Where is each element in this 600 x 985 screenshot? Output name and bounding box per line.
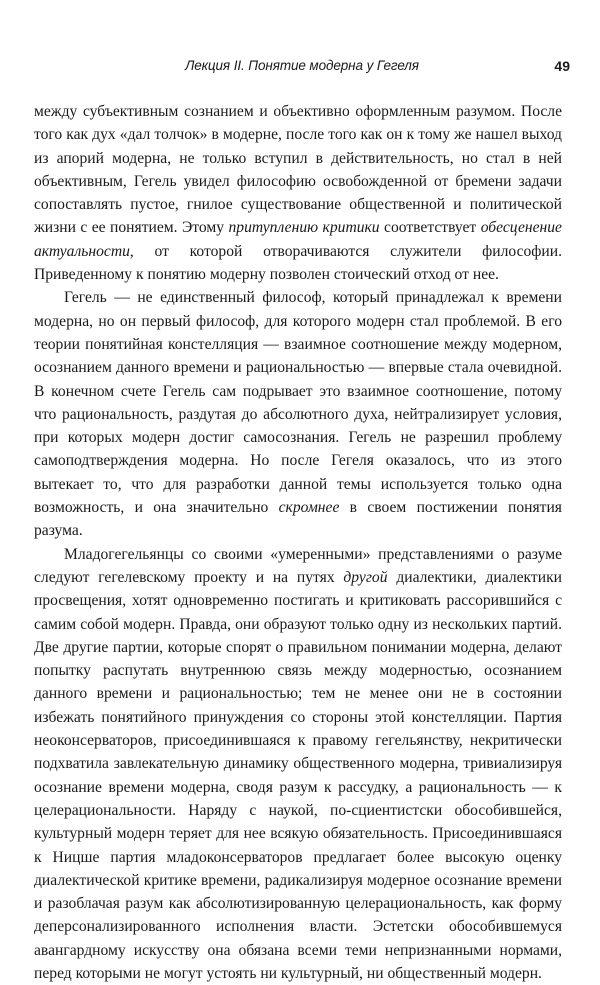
paragraph-3 xyxy=(34,543,562,985)
text-segment: , от которой отворачиваются служители философии. Приведенному к понятию модерну позволен стоический отход от нее. xyxy=(34,242,562,284)
running-head xyxy=(34,58,570,78)
emphasized-text: обесценение актуальности xyxy=(34,219,562,260)
emphasized-text: другой xyxy=(343,568,388,586)
page-number: 49 xyxy=(554,58,570,74)
emphasized-text: притуплению критики xyxy=(228,219,380,237)
body-text xyxy=(34,100,562,985)
text-segment: в своем постижении понятия разума. xyxy=(34,499,562,540)
paragraph-1 xyxy=(34,100,562,286)
text-segment: Младогегельянцы со своими «умеренными» представлениями о разуме следуют гегелевскому проекту и на путях xyxy=(34,545,562,586)
text-segment: Гегель — не единственный философ, который принадлежал к времени модерна, но он первый философ, для которого модерн стал проблемой. В его теории понятийная констелляция — взаимное соотношение между модерном, осознанием данного времени и рациональностью — впервые стала очевидной. В конечном счете Гегель сам подрывает это взаимное соотношение, потому что рациональность, раздутая до абсолютного духа, нейтрализирует условия, при которых модерн достиг самосознания. Гегель не разрешил проблему самоподтверждения модерна. Но после Гегеля оказалось, что из этого вытекает то, что для разработки данной темы используется только одна возможность, и она значительно xyxy=(34,289,562,517)
paragraph-2 xyxy=(34,286,562,542)
text-segment: диалектики, диалектики просвещения, хотят одновременно постигать и критиковать рассорившийся с самим собой модерн. Правда, они образуют только одну из нескольких партий. Две другие партии, которые спорят о правильном понимании модерна, делают попытку распутать внутреннюю связь между модерностью, осознанием данного времени и рациональностью; тем не менее они не в состоянии избежать понятийного принуждения со стороны этой констелляции. Партия неоконсерваторов, присоединившаяся к правому гегельянству, некритически подхватила завлекательную динамику общественного модерна, тривиализируя осознание времени модерна, сводя разум к рассудку, а рациональность — к целерациональности. Наряду с наукой, по-сциентистски обособившейся, культурный модерн теряет для нее всякую обязательность. Присоединившаяся к Ницше партия младоконсерваторов предлагает более высокую оценку диалектической критике времени, радикализируя модерное осознание времени и разоблачая разум как абсолютизированную целерациональность, как форму деперсонализированного исполнения власти. Эстетски обособившемуся авангардному искусству она обязана всеми теми непризнанными нормами, перед которыми не могут устоять ни культурный, ни общественный модерн. xyxy=(34,568,562,982)
text-segment: соответствует xyxy=(379,219,481,237)
text-segment: между субъективным сознанием и объективно оформленным разумом. После того как дух «дал толчок» в модерне, после того как он к тому же нашел выход из апорий модерна, не только вступил в действительность, но стал в ней объективным, Гегель увидел философию освобожденной от бремени задачи сопоставлять пустое, гнилое существование общественной и политической жизни с ее понятием. Этому xyxy=(34,103,562,237)
emphasized-text: скромнее xyxy=(278,499,340,517)
running-title: Лекция II. Понятие модерна у Гегеля xyxy=(185,58,419,73)
